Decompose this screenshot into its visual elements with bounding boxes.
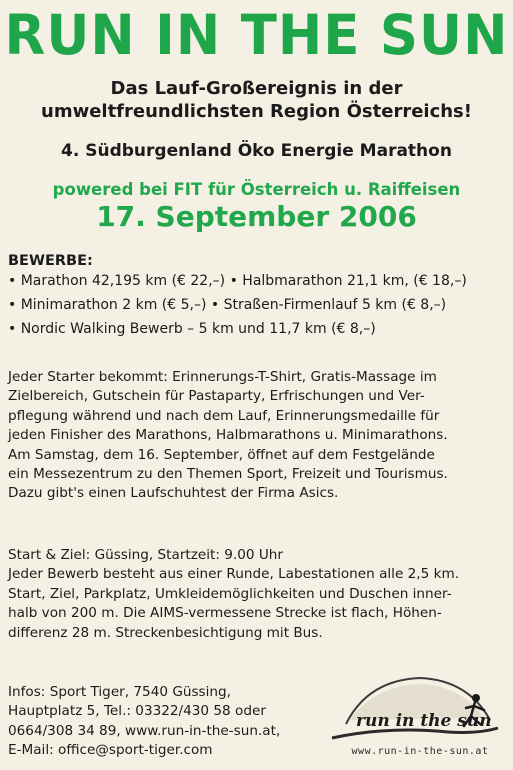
paragraph-line: Start & Ziel: Güssing, Startzeit: 9.00 Uhr bbox=[8, 547, 284, 563]
contact-line: 0664/308 34 89, www.run-in-the-sun.at, bbox=[8, 722, 281, 739]
event-date: 17. September 2006 bbox=[96, 200, 417, 233]
paragraph-line: Start, Ziel, Parkplatz, Umkleidemöglichkeiten und Duschen inner- bbox=[8, 585, 452, 602]
subtitle-line-1: Das Lauf-Großereignis in der bbox=[110, 78, 403, 99]
bewerbe-line: • Nordic Walking Bewerb – 5 km und 11,7 km (€ 8,–) bbox=[8, 321, 376, 337]
bewerbe-heading: BEWERBE: bbox=[8, 253, 93, 269]
bewerbe-line: • Marathon 42,195 km (€ 22,–) • Halbmarathon 21,1 km, (€ 18,–) bbox=[8, 273, 467, 289]
flyer-title: RUN IN THE SUN bbox=[4, 3, 509, 68]
logo-url: www.run-in-the-sun.at bbox=[351, 746, 489, 757]
contact-line: Hauptplatz 5, Tel.: 03322/430 58 oder bbox=[8, 703, 266, 720]
contact-line: Infos: Sport Tiger, 7540 Güssing, bbox=[8, 684, 231, 700]
paragraph-line: Zielbereich, Gutschein für Pastaparty, Erfrischungen und Ver- bbox=[8, 388, 425, 405]
paragraph-line: jeden Finisher des Marathons, Halbmarathons u. Minimarathons. bbox=[8, 427, 448, 444]
paragraph-line: pflegung während und nach dem Lauf, Erinnerungsmedaille für bbox=[8, 407, 440, 424]
event-name: 4. Südburgenland Öko Energie Marathon bbox=[61, 141, 452, 161]
paragraph-line: Jeder Bewerb besteht aus einer Runde, Labestationen alle 2,5 km. bbox=[8, 566, 460, 583]
info-paragraph bbox=[8, 368, 508, 504]
subtitle-line-2: umweltfreundlichsten Region Österreichs! bbox=[41, 101, 472, 122]
paragraph-line: Am Samstag, dem 16. September, öffnet auf dem Festgelände bbox=[8, 446, 435, 463]
sponsor-line: powered bei FIT für Österreich u. Raiffeisen bbox=[52, 180, 461, 199]
start-paragraph bbox=[8, 546, 508, 643]
run-in-the-sun-logo bbox=[328, 672, 500, 756]
bewerbe-line: • Minimarathon 2 km (€ 5,–) • Straßen-Firmenlauf 5 km (€ 8,–) bbox=[8, 297, 447, 313]
paragraph-line: differenz 28 m. Streckenbesichtigung mit Bus. bbox=[8, 624, 323, 641]
contact-line: E-Mail: office@sport-tiger.com bbox=[8, 742, 213, 759]
paragraph-line: Jeder Starter bekommt: Erinnerungs-T-Shirt, Gratis-Massage im bbox=[8, 369, 437, 385]
paragraph-line: halb von 200 m. Die AIMS-vermessene Strecke ist flach, Höhen- bbox=[8, 605, 442, 622]
paragraph-line: ein Messezentrum zu den Themen Sport, Freizeit und Tourismus. bbox=[8, 466, 448, 483]
paragraph-line: Dazu gibt's einen Laufschuhtest der Firma Asics. bbox=[8, 485, 339, 502]
logo-lettering: run in the sun bbox=[356, 711, 492, 731]
